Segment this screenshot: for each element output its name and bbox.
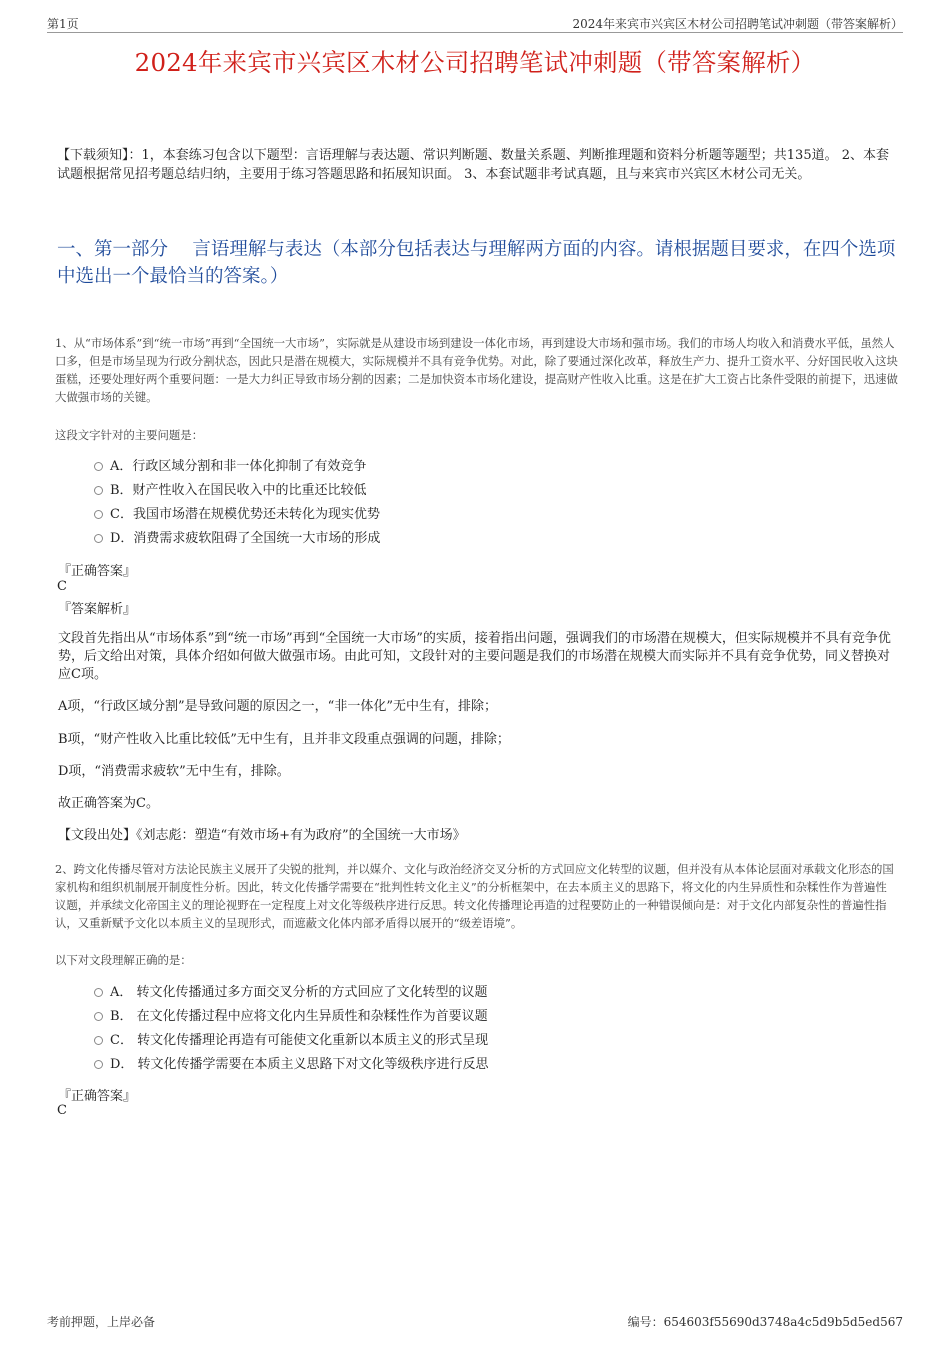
footer-slogan: 考前押题，上岸必备 — [47, 1315, 156, 1329]
question-2-options — [94, 981, 489, 1077]
document-title: 2024年来宾市兴宾区木材公司招聘笔试冲刺题（带答案解析） — [134, 48, 816, 77]
question-1-analysis-p4: D项，“消费需求疲软”无中生有，排除。 — [58, 764, 290, 779]
download-notice: 【下载须知】：1，本套练习包含以下题型：言语理解与表达题、常识判断题、数量关系题、判断推理题和资料分析题等题型；共135道。 2、本套试题根据常见招考题总结归纳，主要用于练习答题思路和拓展知识面。 3、本套试题非考试真题，且与来宾市兴宾区木材公司无关。 — [57, 148, 889, 182]
question-1-text: 1、从“市场体系”到“统一市场”再到“全国统一大市场”，实际就是从建设市场到建设一体化市场，再到建设大市场和强市场。我们的市场人均收入和消费水平低，虽然人口多，但是市场呈现为行政分割状态，因此只是潜在规模大，实际规模并不具有竞争优势。对此，除了要通过深化改革，释放生产力、提升工资水平、分好国民收入这块蛋糕，还要处理好两个重要问题：一是大力纠正导致市场分割的因素；二是加快资本市场化建设，提高财产性收入比重。这是在扩大工资占比条件受限的前提下，迅速做大做强市场的关键。 — [55, 336, 898, 404]
section-heading: 一、第一部分 言语理解与表达（本部分包括表达与理解两方面的内容。请根据题目要求，在四个选项中选出一个最恰当的答案。） — [57, 239, 896, 287]
question-2-answer-label: 『正确答案』 — [58, 1089, 137, 1104]
question-1-option-a[interactable]: A．行政区域分割和非一体化抑制了有效竞争 — [94, 455, 380, 479]
header-doc-title: 2024年来宾市兴宾区木材公司招聘笔试冲刺题（带答案解析） — [572, 17, 903, 31]
radio-icon[interactable] — [94, 534, 103, 543]
radio-icon[interactable] — [94, 462, 103, 471]
question-1-option-d[interactable]: D．消费需求疲软阻碍了全国统一大市场的形成 — [94, 527, 380, 551]
question-1-analysis-p1: 文段首先指出从“市场体系”到“统一市场”再到“全国统一大市场”的实质，接着指出问题，强调我们的市场潜在规模大，但实际规模并不具有竞争优势，后文给出对策，具体介绍如何做大做强市场。由此可知，文段针对的主要问题是我们的市场潜在规模大而实际并不具有竞争优势，同义替换对应C项。 — [58, 631, 891, 682]
radio-icon[interactable] — [94, 1060, 103, 1069]
radio-icon[interactable] — [94, 510, 103, 519]
question-1-options — [94, 455, 380, 551]
question-1-analysis-p3: B项，“财产性收入比重比较低”无中生有，且并非文段重点强调的问题，排除； — [58, 732, 510, 747]
question-2-answer: C — [57, 1103, 67, 1118]
page-number: 第1页 — [47, 17, 79, 31]
question-1-option-b[interactable]: B．财产性收入在国民收入中的比重还比较低 — [94, 479, 380, 503]
question-1-answer: C — [57, 579, 67, 594]
question-2-option-c[interactable]: C． 转文化传播理论再造有可能使文化重新以本质主义的形式呈现 — [94, 1029, 489, 1053]
question-1-option-c[interactable]: C．我国市场潜在规模优势还未转化为现实优势 — [94, 503, 380, 527]
question-2-text: 2、跨文化传播尽管对方法论民族主义展开了尖锐的批判，并以媒介、文化与政治经济交叉分析的方式回应文化转型的议题，但并没有从本体论层面对承载文化形态的国家机构和组织机制展开制度性分析。因此，转文化传播学需要在“批判性转文化主义”的分析框架中，在去本质主义的思路下，将文化的内生异质性和杂糅性作为普遍性议题，并承续文化帝国主义的理论视野在一定程度上对文化等级秩序进行反思。转文化传播理论再造的过程要防止的一种错误倾向是：对于文化内部复杂性的普遍性指认，又重新赋予文化以本质主义的呈现形式，而遮蔽文化体内部矛盾得以展开的“级差语境”。 — [55, 862, 894, 930]
question-2-option-d[interactable]: D． 转文化传播学需要在本质主义思路下对文化等级秩序进行反思 — [94, 1053, 489, 1077]
radio-icon[interactable] — [94, 486, 103, 495]
question-1-analysis-p5: 故正确答案为C。 — [58, 796, 159, 811]
question-2-option-b[interactable]: B． 在文化传播过程中应将文化内生异质性和杂糅性作为首要议题 — [94, 1005, 489, 1029]
radio-icon[interactable] — [94, 1012, 103, 1021]
question-1-answer-label: 『正确答案』 — [58, 564, 137, 579]
question-1-source: 【文段出处】《刘志彪：塑造“有效市场+有为政府”的全国统一大市场》 — [58, 828, 466, 843]
question-2-option-a[interactable]: A． 转文化传播通过多方面交叉分析的方式回应了文化转型的议题 — [94, 981, 489, 1005]
question-1-analysis-p2: A项，“行政区域分割”是导致问题的原因之一，“非一体化”无中生有，排除； — [58, 699, 497, 714]
question-1-analysis-label: 『答案解析』 — [58, 602, 137, 617]
question-1-prompt: 这段文字针对的主要问题是： — [55, 428, 204, 442]
footer-serial: 编号：654603f55690d3748a4c5d9b5d5ed567 — [627, 1315, 903, 1329]
radio-icon[interactable] — [94, 988, 103, 997]
question-2-prompt: 以下对文段理解正确的是： — [55, 953, 192, 967]
page-header — [47, 12, 903, 33]
radio-icon[interactable] — [94, 1036, 103, 1045]
